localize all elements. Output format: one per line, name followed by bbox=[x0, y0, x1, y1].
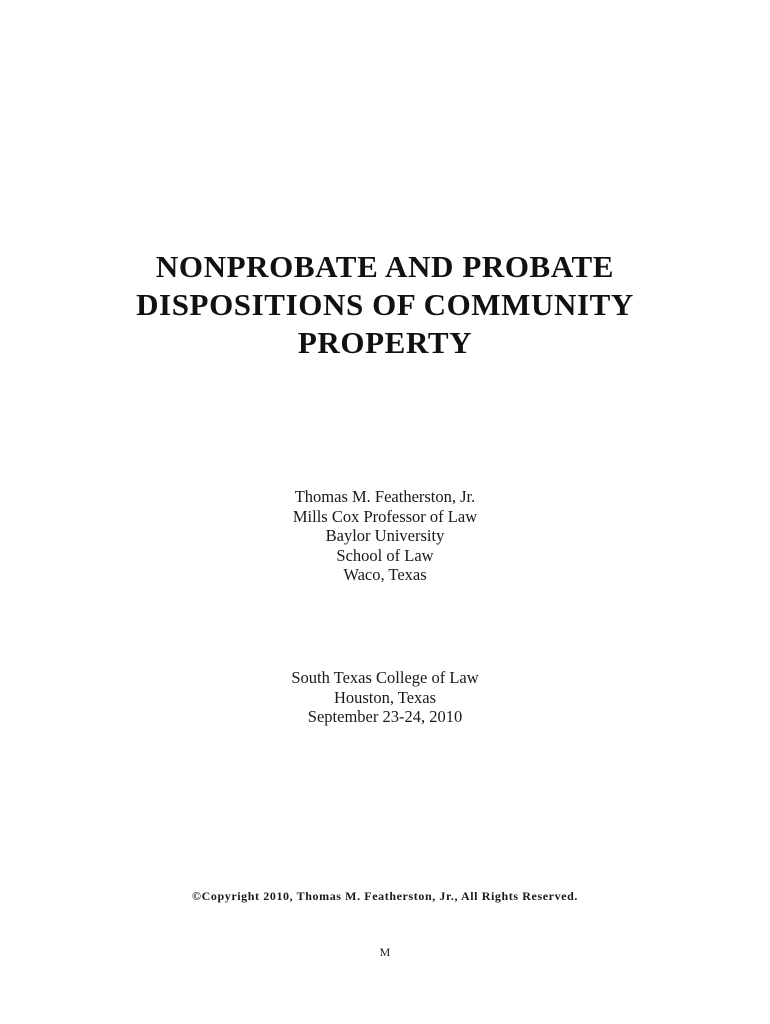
title-line: DISPOSITIONS OF COMMUNITY bbox=[136, 287, 634, 322]
venue-block bbox=[0, 668, 770, 727]
document-title bbox=[0, 248, 770, 362]
venue-location: Houston, Texas bbox=[333, 687, 437, 707]
venue-name: South Texas College of Law bbox=[291, 668, 479, 687]
title-line: PROPERTY bbox=[297, 325, 473, 360]
author-location: Waco, Texas bbox=[343, 565, 427, 584]
author-school: School of Law bbox=[336, 545, 434, 565]
venue-date: September 23-24, 2010 bbox=[307, 707, 463, 726]
copyright-notice: ©Copyright 2010, Thomas M. Featherston, Jr., All Rights Reserved. bbox=[192, 889, 578, 903]
author-university: Baylor University bbox=[325, 526, 445, 545]
title-line: NONPROBATE AND PROBATE bbox=[155, 249, 615, 284]
page-marker: M bbox=[379, 945, 391, 959]
author-block bbox=[0, 487, 770, 585]
author-position: Mills Cox Professor of Law bbox=[292, 506, 478, 526]
author-name: Thomas M. Featherston, Jr. bbox=[294, 487, 476, 506]
